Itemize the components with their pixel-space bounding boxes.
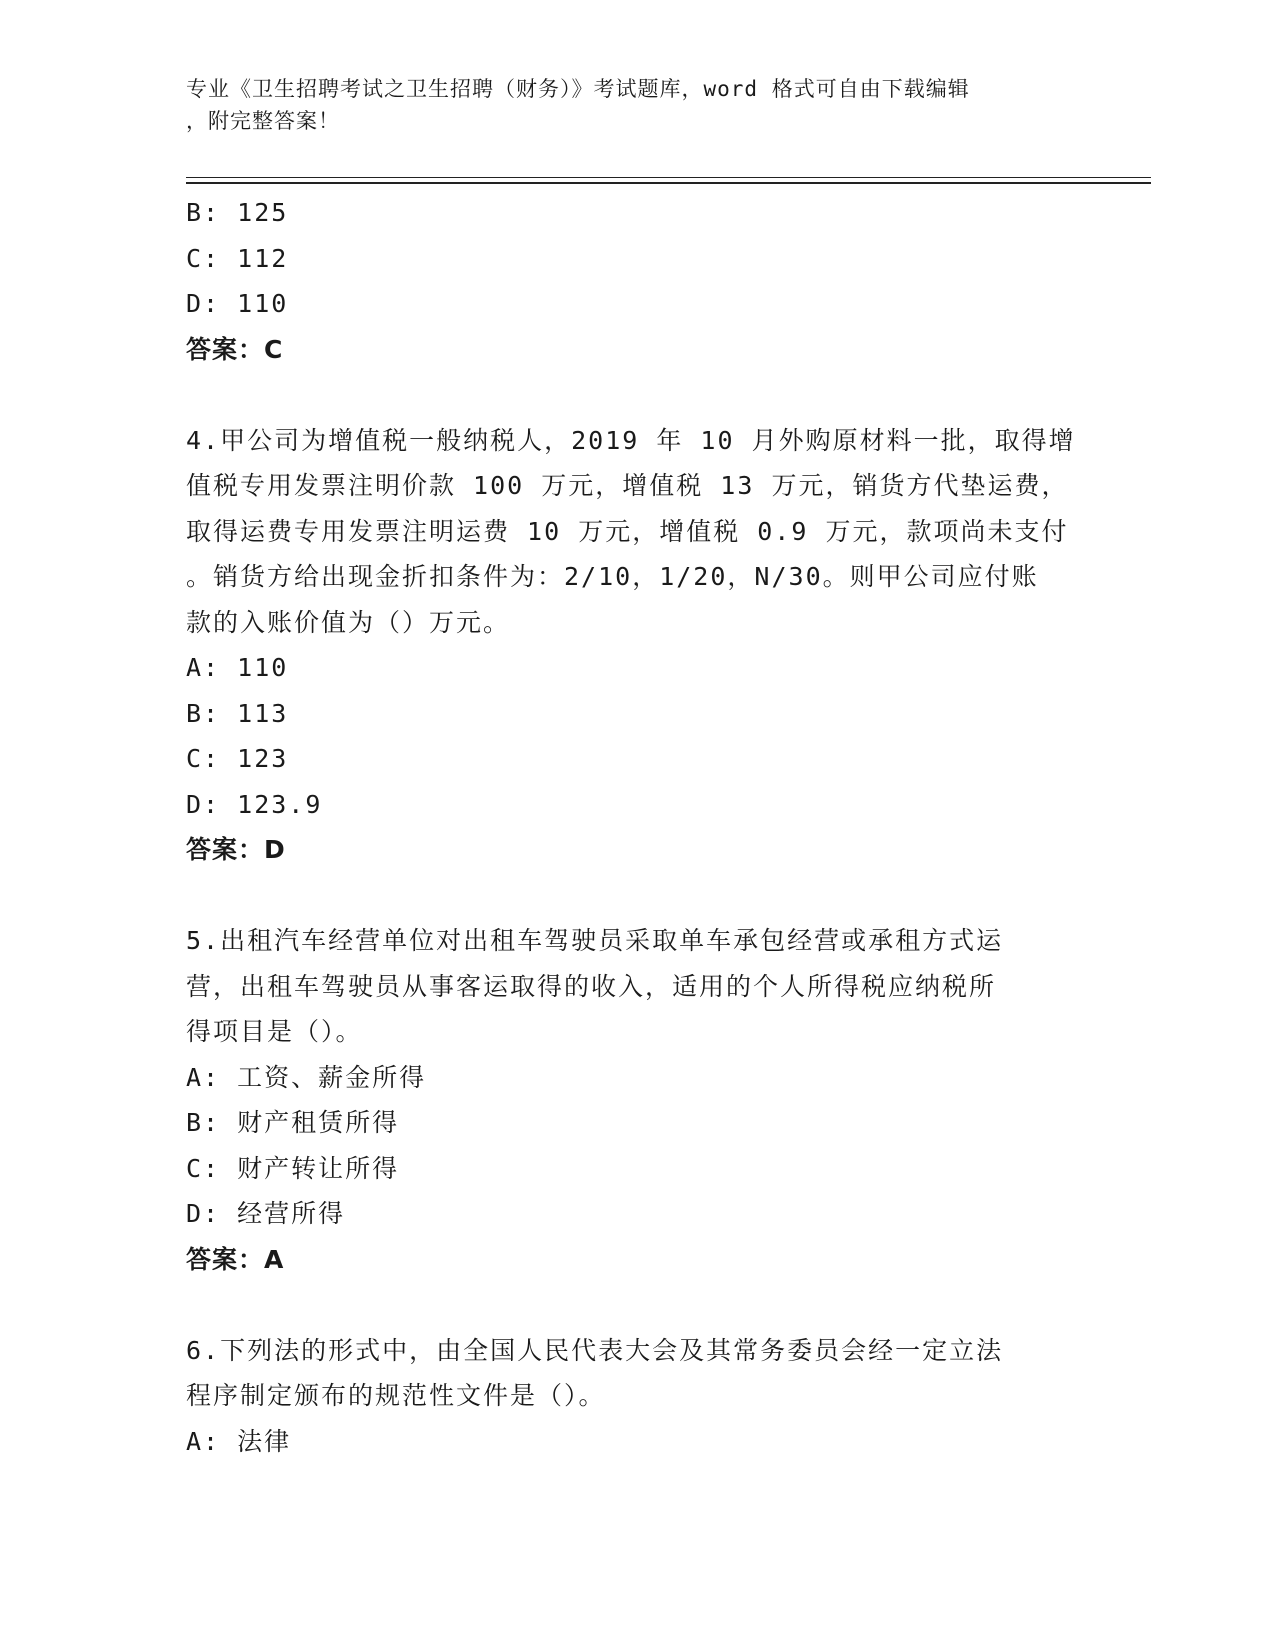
question-6 (186, 1328, 1086, 1465)
option-c: C: 财产转让所得 (186, 1153, 400, 1183)
question-4 (186, 418, 1086, 873)
option-a: A: 110 (186, 653, 289, 682)
spacer (186, 372, 1086, 418)
header-line-1: 专业《卫生招聘考试之卫生招聘（财务）》考试题库，word 格式可自由下载编辑 (186, 77, 970, 101)
question-stem-line: 得项目是（）。 (186, 1017, 363, 1046)
question-stem-line: 取得运费专用发票注明运费 10 万元，增值税 0.9 万元，款项尚未支付 (186, 516, 1069, 546)
question-stem-line: 营，出租车驾驶员从事客运取得的收入，适用的个人所得税应纳税所 (186, 971, 997, 1001)
option-b: B: 125 (186, 198, 289, 227)
header-divider-thin (186, 177, 1151, 178)
question-stem-line: 款的入账价值为（）万元。 (186, 607, 511, 637)
header-line-2: ，附完整答案！ (186, 109, 340, 133)
question-stem-line: 5.出租汽车经营单位对出租车驾驶员采取单车承包经营或承租方式运 (186, 926, 1004, 955)
answer: 答案：C (186, 334, 284, 364)
question-stem-line: 值税专用发票注明价款 100 万元，增值税 13 万元，销货方代垫运费， (186, 471, 1069, 500)
option-b: B: 财产租赁所得 (186, 1108, 400, 1137)
page-header (186, 73, 1066, 137)
question-stem-line: 。销货方给出现金折扣条件为：2/10，1/20，N/30。则甲公司应付账 (186, 562, 1039, 591)
option-c: C: 112 (186, 243, 289, 273)
header-divider-thick (186, 182, 1151, 184)
option-a: A: 法律 (186, 1426, 292, 1456)
question-stem-line: 6.下列法的形式中，由全国人民代表大会及其常务委员会经一定立法 (186, 1335, 1004, 1365)
spacer (186, 873, 1086, 919)
question-list (186, 190, 1086, 1464)
option-d: D: 110 (186, 289, 289, 318)
question-stem-line: 4.甲公司为增值税一般纳税人，2019 年 10 月外购原材料一批，取得增 (186, 425, 1076, 455)
question-stem-line: 程序制定颁布的规范性文件是（）。 (186, 1381, 606, 1410)
option-a: A: 工资、薪金所得 (186, 1062, 427, 1092)
question-3 (186, 190, 1086, 372)
answer: 答案：D (186, 835, 286, 864)
option-c: C: 123 (186, 744, 289, 773)
question-5 (186, 918, 1086, 1282)
answer: 答案：A (186, 1244, 285, 1274)
option-d: D: 123.9 (186, 789, 323, 819)
option-d: D: 经营所得 (186, 1199, 346, 1228)
option-b: B: 113 (186, 698, 289, 728)
spacer (186, 1282, 1086, 1328)
